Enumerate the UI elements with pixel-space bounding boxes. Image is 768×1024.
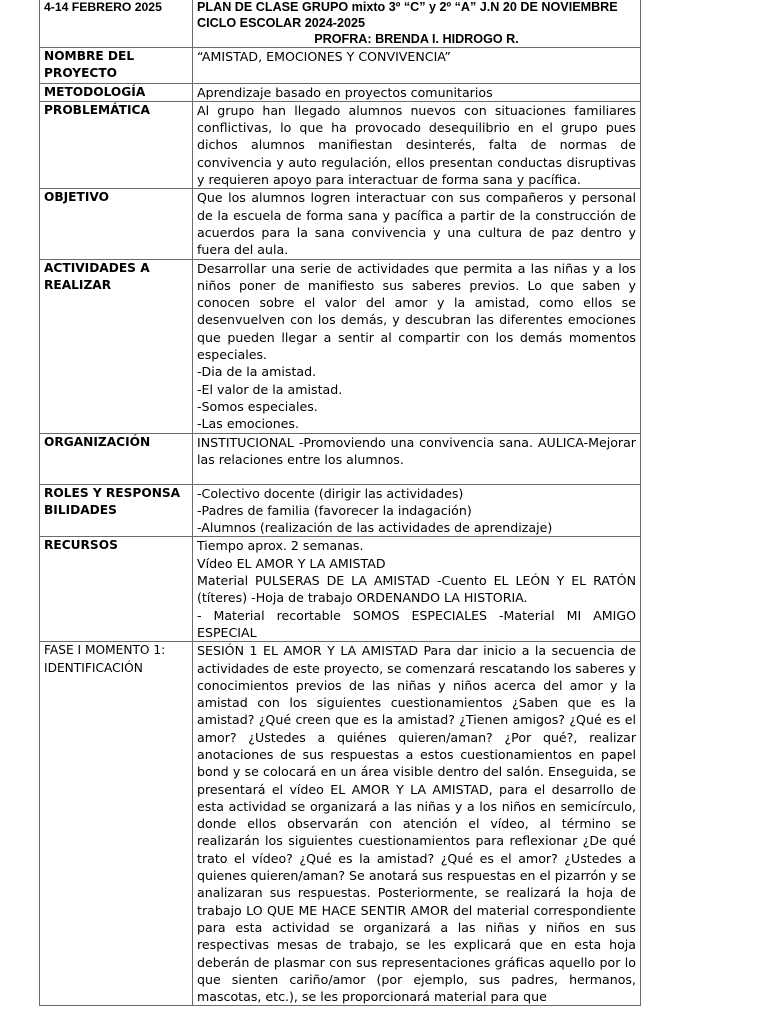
header-row: [40, 0, 641, 48]
role-item: -Padres de familia (favorecer la indagación): [197, 502, 472, 518]
lesson-plan-table: [39, 0, 641, 1006]
label-metodologia: METODOLOGÍA: [40, 83, 193, 101]
row-metodologia: [40, 83, 641, 101]
recurso-line: Tiempo aprox. 2 semanas.: [197, 538, 364, 554]
plan-header-cell: [193, 0, 641, 48]
label-problematica: PROBLEMÁTICA: [40, 101, 193, 188]
date-cell: 4-14 FEBRERO 2025: [40, 0, 193, 48]
label-organizacion: ORGANIZACIÓN: [40, 433, 193, 484]
value-objetivo: Que los alumnos logren interactuar con sus compañeros y personal de la escuela de forma sana y pacífica a partir de la construcción de acuerdos para la sana convivencia y una cultura de paz dentro y fuera del aula.: [193, 189, 641, 259]
row-objetivo: [40, 189, 641, 259]
value-metodologia: Aprendizaje basado en proyectos comunitarios: [193, 83, 641, 101]
actividad-item: -Dia de la amistad.: [197, 364, 317, 380]
row-recursos: [40, 537, 641, 642]
value-recursos: [193, 537, 641, 642]
recurso-line: - Material recortable SOMOS ESPECIALES -Material MI AMIGO ESPECIAL: [197, 607, 636, 640]
label-recursos: RECURSOS: [40, 537, 193, 642]
school-year: CICLO ESCOLAR 2024-2025: [197, 16, 365, 30]
value-organizacion: INSTITUCIONAL -Promoviendo una convivencia sana. AULICA-Mejorar las relaciones entre los alumnos.: [193, 433, 641, 484]
row-proyecto: [40, 48, 641, 84]
plan-title: PLAN DE CLASE GRUPO mixto 3º “C” y 2º “A” J.N 20 DE NOVIEMBRE: [197, 0, 618, 14]
label-objetivo: OBJETIVO: [40, 189, 193, 259]
value-actividades: [193, 259, 641, 433]
actividades-intro: Desarrollar una serie de actividades que permita a las niñas y a los niños poner de manifiesto sus saberes previos. Lo que saben y conocen sobre el valor del amor y la amistad, como ellos se desenvuelven con los demás, y descubran las diferentes emociones que pueden llegar a sentir al compartir con los demás momentos especiales.: [197, 260, 636, 363]
value-proyecto: “AMISTAD, EMOCIONES Y CONVIVENCIA”: [193, 48, 641, 84]
role-item: -Colectivo docente (dirigir las actividades): [197, 485, 464, 501]
actividad-item: -El valor de la amistad.: [197, 381, 343, 397]
actividad-item: -Las emociones.: [197, 416, 299, 432]
value-problematica: Al grupo han llegado alumnos nuevos con situaciones familiares conflictivas, lo que ha provocado desequilibrio en el grupo pues dichos alumnos manifiestan desinterés, falta de normas de convivencia y auto regulación, ellos presentan conductas disruptivas y requieren apoyo para interactuar de forma sana y pacífica.: [193, 101, 641, 188]
role-item: -Alumnos (realización de las actividades de aprendizaje): [197, 520, 553, 536]
label-fase1: FASE I MOMENTO 1: IDENTIFICACIÓN: [40, 642, 193, 1006]
value-fase1: SESIÓN 1 EL AMOR Y LA AMISTAD Para dar inicio a la secuencia de actividades de este proyecto, se comenzará rescatando los saberes y conocimientos previos de las niñas y niños acerca del amor y la amistad con los siguientes cuestionamientos ¿Saben que es la amistad? ¿Qué creen que es la amistad? ¿Tienen amigos? ¿Qué es el amor? ¿Ustedes a quiénes quieren/aman? ¿Por qué?, realizar anotaciones de sus respuestas a estos cuestionamientos en papel bond y se colocará en un área visible dentro del salón. Enseguida, se presentará el vídeo EL AMOR Y LA AMISTAD, para el desarrollo de esta actividad se organizará a las niñas y a los niños en semicírculo, donde ellos observarán con atención el vídeo, al término se realizarán los siguientes cuestionamientos para reflexionar ¿De qué trato el vídeo? ¿Qué es la amistad? ¿Qué es el amor? ¿Ustedes a quienes quieren/aman? Se anotará sus respuestas en el pizarrón y se analizaran sus respuestas. Posteriormente, se realizará la hoja de trabajo LO QUE ME HACE SENTIR AMOR del material correspondiente para esta actividad se organizará a las niñas y niños en sus respectivas mesas de trabajo, se les explicará que en esta hoja deberán de plasmar con sus representaciones gráficas aquello por lo que sienten cariño/amor (por ejemplo, sus padres, hermanos, mascotas, etc.), se les proporcionará material para que: [193, 642, 641, 1006]
label-actividades: ACTIVIDADES A REALIZAR: [40, 259, 193, 433]
row-actividades: [40, 259, 641, 433]
row-problematica: [40, 101, 641, 188]
value-roles: [193, 484, 641, 537]
row-fase1: [40, 642, 641, 1006]
teacher-name: PROFRA: BRENDA I. HIDROGO R.: [314, 32, 519, 46]
label-proyecto: NOMBRE DEL PROYECTO: [40, 48, 193, 84]
actividad-item: -Somos especiales.: [197, 398, 318, 414]
label-roles: ROLES Y RESPONSABILIDADES: [40, 484, 193, 537]
row-roles: [40, 484, 641, 537]
row-organizacion: [40, 433, 641, 484]
recurso-line: Vídeo EL AMOR Y LA AMISTAD: [197, 555, 386, 571]
recurso-line: Material PULSERAS DE LA AMISTAD -Cuento EL LEÓN Y EL RATÓN (títeres) -Hoja de trabajo ORDENANDO LA HISTORIA.: [197, 573, 636, 606]
